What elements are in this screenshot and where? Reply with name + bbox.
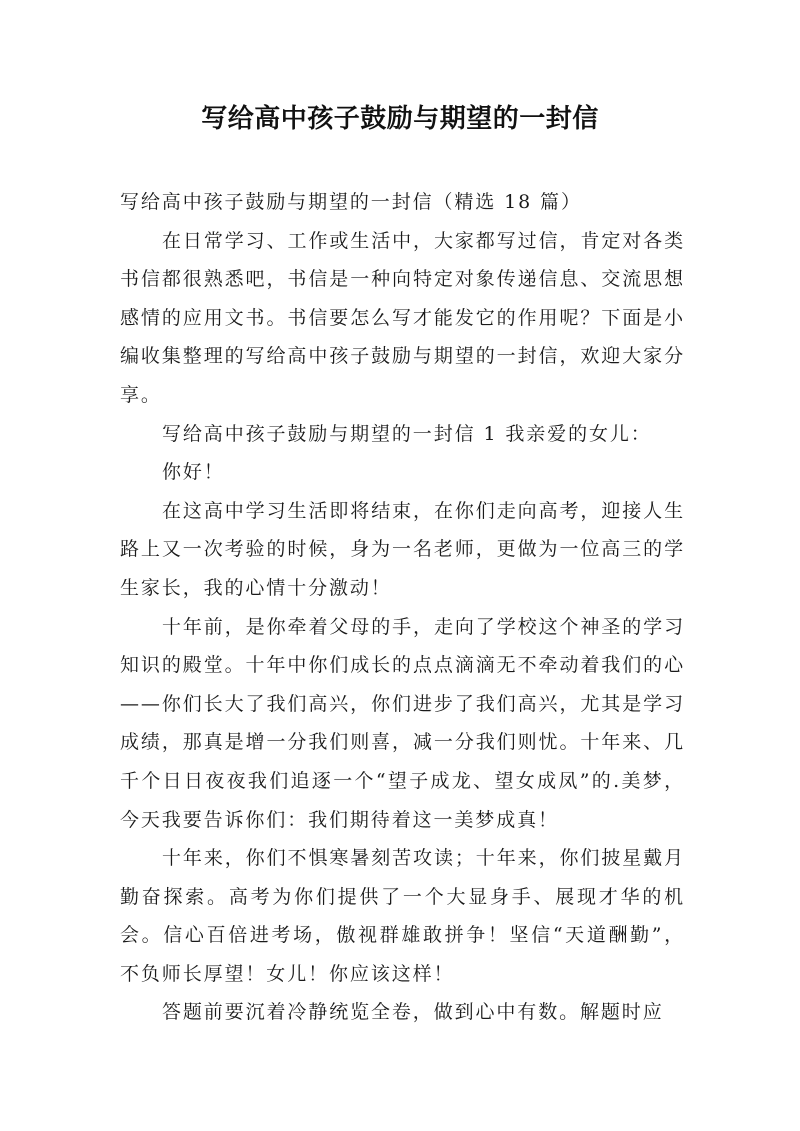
paragraph-body: 十年前，是你牵着父母的手，走向了学校这个神圣的学习知识的殿堂。十年中你们成长的点点滴滴无不牵动着我们的心——你们长大了我们高兴，你们进步了我们高兴，尤其是学习成绩，那真是增一分我们则喜，减一分我们则忧。十年来、几千个日日夜夜我们追逐一个“望子成龙、望女成凤”的.美梦，今天我要告诉你们：我们期待着这一美梦成真！ [120,615,685,831]
paragraph-greeting: 你好！ [162,461,225,484]
paragraph-subtitle: 写给高中孩子鼓励与期望的一封信（精选 18 篇） [120,191,582,213]
paragraph-intro: 在日常学习、工作或生活中，大家都写过信，肯定对各类书信都很熟悉吧，书信是一种向特定对象传递信息、交流思想感情的应用文书。书信要怎么写才能发它的作用呢？下面是小编收集整理的写给高中孩子鼓励与期望的一封信，欢迎大家分享。 [120,229,685,406]
paragraph-body: 答题前要沉着冷静统览全卷，做到心中有数。解题时应 [162,1001,664,1024]
document-body [120,183,685,1032]
paragraph-body: 十年来，你们不惧寒暑刻苦攻读；十年来，你们披星戴月勤奋探索。高考为你们提供了一个大显身手、展现才华的机会。信心百倍进考场，傲视群雄敢拼争！坚信“天道酬勤”，不负师长厚望！女儿！你应该这样！ [120,847,685,985]
paragraph-letter-heading: 写给高中孩子鼓励与期望的一封信 1 我亲爱的女儿： [162,422,652,445]
document-title: 写给高中孩子鼓励与期望的一封信 [201,104,599,134]
paragraph-body: 在这高中学习生活即将结束，在你们走向高考，迎接人生路上又一次考验的时候，身为一名老师，更做为一位高三的学生家长，我的心情十分激动！ [120,499,685,599]
